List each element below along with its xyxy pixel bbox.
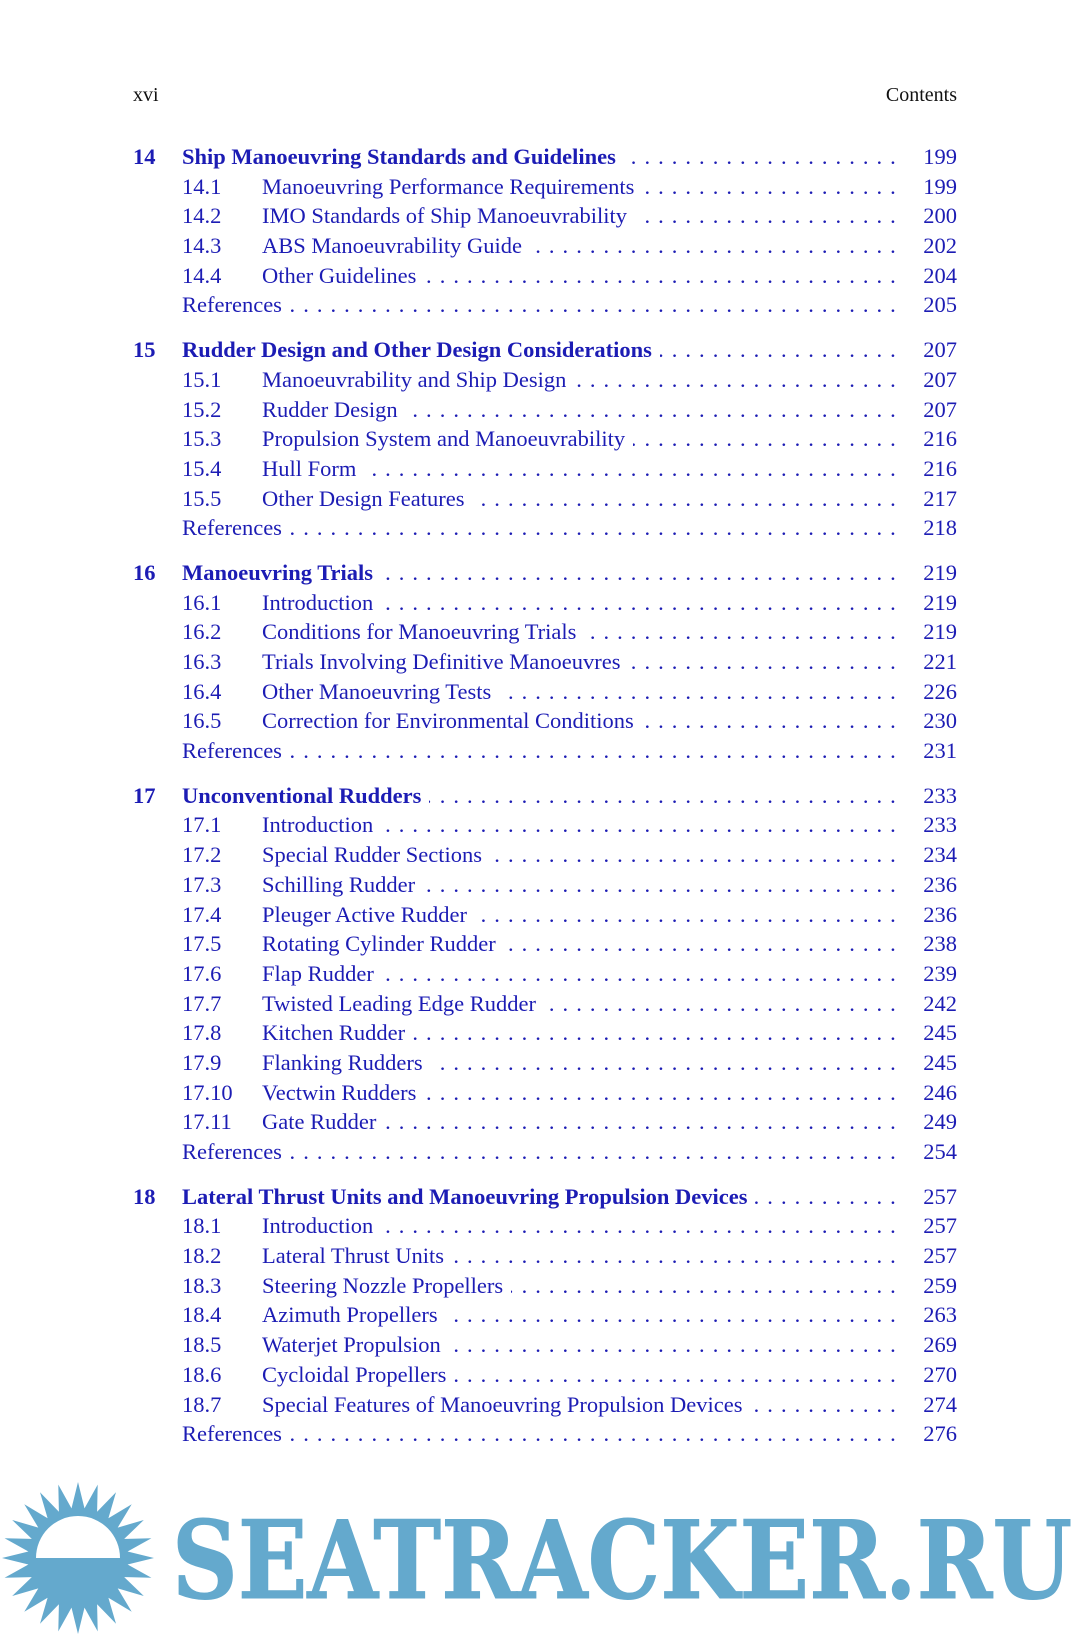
section-number: 17.3 bbox=[182, 871, 222, 897]
section-entry[interactable] bbox=[133, 870, 957, 900]
entry-title-with-leader bbox=[262, 172, 897, 202]
section-entry[interactable] bbox=[133, 172, 957, 202]
chapter-entry[interactable] bbox=[133, 558, 957, 588]
section-entry[interactable] bbox=[133, 588, 957, 618]
section-entry[interactable] bbox=[133, 647, 957, 677]
section-number: 15.4 bbox=[182, 455, 222, 481]
page-number[interactable]: 233 bbox=[923, 812, 957, 838]
chapter-number: 14 bbox=[133, 144, 156, 169]
dot-leader bbox=[381, 1211, 897, 1241]
section-number: 16.2 bbox=[182, 619, 222, 645]
section-title[interactable]: Other Guidelines bbox=[262, 261, 424, 291]
page-number-label: xvi bbox=[133, 84, 159, 106]
dot-leader bbox=[381, 558, 897, 588]
section-number: 14.4 bbox=[182, 262, 222, 288]
chapter-block bbox=[133, 558, 957, 766]
section-entry[interactable] bbox=[133, 810, 957, 840]
section-number: 16.4 bbox=[182, 678, 222, 704]
chapter-entry[interactable] bbox=[133, 335, 957, 365]
entry-title-with-leader bbox=[262, 1330, 897, 1360]
dot-leader bbox=[642, 172, 897, 202]
entry-title-with-leader bbox=[262, 365, 897, 395]
dot-leader bbox=[635, 201, 897, 231]
section-number: 15.2 bbox=[182, 396, 222, 422]
page-number[interactable]: 263 bbox=[923, 1302, 957, 1328]
section-entry[interactable] bbox=[133, 454, 957, 484]
chapter-entry[interactable] bbox=[133, 142, 957, 172]
entry-title-with-leader bbox=[182, 1182, 897, 1212]
page-number[interactable]: 259 bbox=[923, 1272, 957, 1298]
references-entry[interactable] bbox=[133, 290, 957, 320]
dot-leader bbox=[290, 290, 897, 320]
entry-title-with-leader bbox=[262, 1360, 897, 1390]
section-title[interactable]: Other Design Features bbox=[262, 484, 472, 514]
entry-title-with-leader bbox=[262, 395, 897, 425]
section-entry[interactable] bbox=[133, 1018, 957, 1048]
page-number[interactable]: 257 bbox=[923, 1213, 957, 1239]
section-title[interactable]: Special Rudder Sections bbox=[262, 840, 490, 870]
chapter-title[interactable]: Rudder Design and Other Design Considerations bbox=[182, 335, 660, 365]
section-number: 17.2 bbox=[182, 842, 222, 868]
dot-leader bbox=[642, 706, 897, 736]
sun-icon bbox=[2, 1482, 154, 1634]
section-entry[interactable] bbox=[133, 201, 957, 231]
dot-leader bbox=[755, 1182, 897, 1212]
page-number[interactable]: 242 bbox=[923, 990, 957, 1016]
chapter-entry[interactable] bbox=[133, 781, 957, 811]
references-entry[interactable] bbox=[133, 736, 957, 766]
references-entry[interactable] bbox=[133, 1419, 957, 1449]
dot-leader bbox=[423, 870, 897, 900]
entry-title-with-leader bbox=[262, 647, 897, 677]
entry-title-with-leader bbox=[262, 810, 897, 840]
page-number[interactable]: 233 bbox=[923, 782, 957, 808]
page-number[interactable]: 219 bbox=[923, 589, 957, 615]
page-number[interactable]: 236 bbox=[923, 901, 957, 927]
dot-leader bbox=[449, 1330, 897, 1360]
section-title[interactable]: Flap Rudder bbox=[262, 959, 382, 989]
section-title[interactable]: Lateral Thrust Units bbox=[262, 1241, 452, 1271]
references-title[interactable]: References bbox=[182, 1137, 290, 1167]
section-title[interactable]: Manoeuvrability and Ship Design bbox=[262, 365, 574, 395]
table-of-contents bbox=[133, 142, 957, 1464]
dot-leader bbox=[382, 959, 897, 989]
section-title[interactable]: Introduction bbox=[262, 1211, 381, 1241]
section-number: 18.3 bbox=[182, 1272, 222, 1298]
page-number[interactable]: 207 bbox=[923, 396, 957, 422]
references-title[interactable]: References bbox=[182, 736, 290, 766]
section-entry[interactable] bbox=[133, 989, 957, 1019]
dot-leader bbox=[290, 1419, 897, 1449]
page-number[interactable]: 200 bbox=[923, 203, 957, 229]
dot-leader bbox=[290, 736, 897, 766]
dot-leader bbox=[431, 1048, 897, 1078]
chapter-title[interactable]: Unconventional Rudders bbox=[182, 781, 429, 811]
page-number[interactable]: 207 bbox=[923, 366, 957, 392]
section-number: 17.5 bbox=[182, 931, 222, 957]
section-title[interactable]: Schilling Rudder bbox=[262, 870, 423, 900]
section-title[interactable]: Correction for Environmental Conditions bbox=[262, 706, 642, 736]
page-number[interactable]: 219 bbox=[923, 559, 957, 585]
dot-leader bbox=[454, 1360, 897, 1390]
section-title[interactable]: Vectwin Rudders bbox=[262, 1078, 424, 1108]
entry-title-with-leader bbox=[262, 1107, 897, 1137]
dot-leader bbox=[584, 617, 897, 647]
chapter-number: 16 bbox=[133, 559, 156, 585]
watermark bbox=[0, 1480, 1080, 1637]
chapter-block bbox=[133, 142, 957, 320]
entry-title-with-leader bbox=[262, 677, 897, 707]
page-number[interactable]: 239 bbox=[923, 960, 957, 986]
entry-title-with-leader bbox=[262, 1300, 897, 1330]
page-number[interactable]: 270 bbox=[923, 1361, 957, 1387]
page-number[interactable]: 207 bbox=[923, 337, 957, 363]
entry-title-with-leader bbox=[262, 231, 897, 261]
dot-leader bbox=[406, 395, 897, 425]
section-title[interactable]: Azimuth Propellers bbox=[262, 1300, 446, 1330]
section-title[interactable]: Introduction bbox=[262, 588, 381, 618]
chapter-number: 17 bbox=[133, 782, 156, 808]
dot-leader bbox=[424, 261, 897, 291]
section-entry[interactable] bbox=[133, 1107, 957, 1137]
section-title[interactable]: Twisted Leading Edge Rudder bbox=[262, 989, 544, 1019]
page-number[interactable]: 219 bbox=[923, 619, 957, 645]
section-title[interactable]: Steering Nozzle Propellers bbox=[262, 1271, 511, 1301]
section-entry[interactable] bbox=[133, 1241, 957, 1271]
chapter-title[interactable]: Manoeuvring Trials bbox=[182, 558, 381, 588]
section-title[interactable]: Flanking Rudders bbox=[262, 1048, 431, 1078]
entry-title-with-leader bbox=[262, 261, 897, 291]
entry-title-with-leader bbox=[182, 1137, 897, 1167]
section-entry[interactable] bbox=[133, 395, 957, 425]
running-head bbox=[133, 84, 957, 108]
chapter-number: 18 bbox=[133, 1183, 156, 1209]
section-entry[interactable] bbox=[133, 900, 957, 930]
dot-leader bbox=[413, 1018, 897, 1048]
dot-leader bbox=[429, 781, 897, 811]
chapter-block bbox=[133, 781, 957, 1167]
entry-title-with-leader bbox=[182, 781, 897, 811]
entry-title-with-leader bbox=[262, 201, 897, 231]
section-title[interactable]: Hull Form bbox=[262, 454, 364, 484]
dot-leader bbox=[751, 1390, 897, 1420]
section-entry[interactable] bbox=[133, 1330, 957, 1360]
page-number[interactable]: 226 bbox=[923, 678, 957, 704]
section-number: 18.5 bbox=[182, 1332, 222, 1358]
entry-title-with-leader bbox=[262, 617, 897, 647]
dot-leader bbox=[574, 365, 897, 395]
page-number[interactable]: 230 bbox=[923, 708, 957, 734]
dot-leader bbox=[472, 484, 897, 514]
page-number[interactable]: 245 bbox=[923, 1049, 957, 1075]
section-entry[interactable] bbox=[133, 484, 957, 514]
dot-leader bbox=[475, 900, 897, 930]
section-entry[interactable] bbox=[133, 617, 957, 647]
section-entry[interactable] bbox=[133, 1048, 957, 1078]
entry-title-with-leader bbox=[262, 1078, 897, 1108]
dot-leader bbox=[290, 1137, 897, 1167]
chapter-block bbox=[133, 1182, 957, 1449]
page-number[interactable]: 221 bbox=[923, 649, 957, 674]
entry-title-with-leader bbox=[262, 588, 897, 618]
dot-leader bbox=[624, 142, 897, 172]
dot-leader bbox=[452, 1241, 897, 1271]
section-number: 17.11 bbox=[182, 1109, 232, 1135]
entry-title-with-leader bbox=[262, 424, 897, 454]
section-entry[interactable] bbox=[133, 1078, 957, 1108]
dot-leader bbox=[660, 335, 897, 365]
page-number[interactable]: 276 bbox=[923, 1421, 957, 1447]
section-title[interactable]: Kitchen Rudder bbox=[262, 1018, 413, 1048]
references-entry[interactable] bbox=[133, 1137, 957, 1167]
dot-leader bbox=[381, 810, 897, 840]
section-title[interactable]: Gate Rudder bbox=[262, 1107, 384, 1137]
section-title[interactable]: Special Features of Manoeuvring Propulsion Devices bbox=[262, 1390, 751, 1420]
page-number[interactable]: 199 bbox=[923, 173, 957, 199]
section-title[interactable]: ABS Manoeuvrability Guide bbox=[262, 231, 530, 261]
dot-leader bbox=[629, 647, 898, 677]
section-entry[interactable] bbox=[133, 424, 957, 454]
section-title[interactable]: Conditions for Manoeuvring Trials bbox=[262, 617, 584, 647]
page-number[interactable]: 245 bbox=[923, 1020, 957, 1046]
entry-title-with-leader bbox=[262, 706, 897, 736]
entry-title-with-leader bbox=[262, 1018, 897, 1048]
entry-title-with-leader bbox=[182, 513, 897, 543]
page-number[interactable]: 205 bbox=[923, 292, 957, 318]
section-title[interactable]: Other Manoeuvring Tests bbox=[262, 677, 499, 707]
section-title[interactable]: Propulsion System and Manoeuvrability bbox=[262, 424, 633, 454]
section-title[interactable]: Rudder Design bbox=[262, 395, 406, 425]
references-title[interactable]: References bbox=[182, 1419, 290, 1449]
page-number[interactable]: 218 bbox=[923, 515, 957, 541]
section-entry[interactable] bbox=[133, 840, 957, 870]
entry-title-with-leader bbox=[182, 142, 897, 172]
entry-title-with-leader bbox=[182, 736, 897, 766]
dot-leader bbox=[499, 677, 897, 707]
entry-title-with-leader bbox=[262, 959, 897, 989]
page-number[interactable]: 246 bbox=[923, 1079, 957, 1105]
page-number[interactable]: 257 bbox=[923, 1243, 957, 1269]
section-title[interactable]: Rotating Cylinder Rudder bbox=[262, 929, 504, 959]
section-entry[interactable] bbox=[133, 1390, 957, 1420]
page-number[interactable]: 257 bbox=[923, 1183, 957, 1209]
entry-title-with-leader bbox=[182, 1419, 897, 1449]
page-number[interactable]: 216 bbox=[923, 455, 957, 481]
entry-title-with-leader bbox=[262, 1211, 897, 1241]
dot-leader bbox=[504, 929, 897, 959]
dot-leader bbox=[530, 231, 897, 261]
page-number[interactable]: 216 bbox=[923, 426, 957, 452]
section-title[interactable]: Pleuger Active Rudder bbox=[262, 900, 475, 930]
entry-title-with-leader bbox=[262, 870, 897, 900]
section-title[interactable]: Cycloidal Propellers bbox=[262, 1360, 454, 1390]
dot-leader bbox=[446, 1300, 897, 1330]
entry-title-with-leader bbox=[182, 335, 897, 365]
section-number: 18.1 bbox=[182, 1213, 222, 1239]
running-head-title: Contents bbox=[885, 84, 957, 106]
section-number: 17.6 bbox=[182, 960, 222, 986]
section-entry[interactable] bbox=[133, 706, 957, 736]
watermark-text: SEATRACKER.RU bbox=[172, 1498, 1072, 1624]
entry-title-with-leader bbox=[262, 1271, 897, 1301]
section-number: 15.1 bbox=[182, 366, 222, 392]
section-title[interactable]: Waterjet Propulsion bbox=[262, 1330, 449, 1360]
dot-leader bbox=[290, 513, 897, 543]
section-number: 14.1 bbox=[182, 173, 222, 199]
section-entry[interactable] bbox=[133, 365, 957, 395]
section-entry[interactable] bbox=[133, 1300, 957, 1330]
section-number: 14.3 bbox=[182, 233, 222, 259]
chapter-block bbox=[133, 335, 957, 543]
section-entry[interactable] bbox=[133, 959, 957, 989]
dot-leader bbox=[511, 1271, 897, 1301]
section-title[interactable]: Manoeuvring Performance Requirements bbox=[262, 172, 642, 202]
page-number[interactable]: 204 bbox=[923, 262, 957, 288]
chapter-title[interactable]: Lateral Thrust Units and Manoeuvring Propulsion Devices bbox=[182, 1182, 755, 1212]
section-number: 15.3 bbox=[182, 426, 222, 452]
page-number[interactable]: 254 bbox=[923, 1139, 957, 1164]
entry-title-with-leader bbox=[262, 1390, 897, 1420]
section-number: 17.10 bbox=[182, 1079, 233, 1105]
section-number: 14.2 bbox=[182, 203, 222, 229]
section-number: 15.5 bbox=[182, 485, 222, 511]
chapter-number: 15 bbox=[133, 337, 156, 363]
section-number: 17.9 bbox=[182, 1049, 222, 1075]
section-number: 18.6 bbox=[182, 1361, 222, 1387]
dot-leader bbox=[381, 588, 897, 618]
entry-title-with-leader bbox=[262, 929, 897, 959]
page-number[interactable]: 234 bbox=[923, 842, 957, 868]
section-number: 16.3 bbox=[182, 649, 222, 674]
dot-leader bbox=[424, 1078, 897, 1108]
references-title[interactable]: References bbox=[182, 513, 290, 543]
section-number: 17.8 bbox=[182, 1020, 222, 1046]
section-number: 18.2 bbox=[182, 1243, 222, 1269]
page-number[interactable]: 249 bbox=[923, 1109, 957, 1135]
section-entry[interactable] bbox=[133, 1360, 957, 1390]
entry-title-with-leader bbox=[262, 454, 897, 484]
section-number: 16.5 bbox=[182, 708, 222, 734]
entry-title-with-leader bbox=[182, 558, 897, 588]
section-number: 18.4 bbox=[182, 1302, 222, 1328]
section-number: 16.1 bbox=[182, 589, 222, 615]
page-number[interactable]: 236 bbox=[923, 871, 957, 897]
entry-title-with-leader bbox=[262, 484, 897, 514]
section-entry[interactable] bbox=[133, 1211, 957, 1241]
dot-leader bbox=[384, 1107, 897, 1137]
section-title[interactable]: Trials Involving Definitive Manoeuvres bbox=[262, 647, 629, 677]
references-title[interactable]: References bbox=[182, 290, 290, 320]
page-number[interactable]: 231 bbox=[923, 738, 957, 764]
page-number[interactable]: 274 bbox=[923, 1391, 957, 1417]
section-number: 17.4 bbox=[182, 901, 222, 927]
entry-title-with-leader bbox=[182, 290, 897, 320]
section-entry[interactable] bbox=[133, 261, 957, 291]
section-entry[interactable] bbox=[133, 1271, 957, 1301]
dot-leader bbox=[544, 989, 897, 1019]
chapter-entry[interactable] bbox=[133, 1182, 957, 1212]
page-number[interactable]: 217 bbox=[923, 485, 957, 511]
dot-leader bbox=[364, 454, 897, 484]
entry-title-with-leader bbox=[262, 900, 897, 930]
dot-leader bbox=[490, 840, 897, 870]
section-entry[interactable] bbox=[133, 677, 957, 707]
section-entry[interactable] bbox=[133, 929, 957, 959]
page-number[interactable]: 238 bbox=[923, 931, 957, 957]
section-title[interactable]: IMO Standards of Ship Manoeuvrability bbox=[262, 201, 635, 231]
entry-title-with-leader bbox=[262, 1241, 897, 1271]
chapter-title[interactable]: Ship Manoeuvring Standards and Guidelines bbox=[182, 142, 624, 172]
dot-leader bbox=[633, 424, 897, 454]
entry-title-with-leader bbox=[262, 840, 897, 870]
section-entry[interactable] bbox=[133, 231, 957, 261]
page-number[interactable]: 202 bbox=[923, 233, 957, 259]
references-entry[interactable] bbox=[133, 513, 957, 543]
page-number[interactable]: 269 bbox=[923, 1332, 957, 1358]
section-number: 17.7 bbox=[182, 990, 222, 1016]
page-number[interactable]: 199 bbox=[923, 144, 957, 169]
entry-title-with-leader bbox=[262, 1048, 897, 1078]
section-number: 18.7 bbox=[182, 1391, 222, 1417]
section-number: 17.1 bbox=[182, 812, 222, 838]
entry-title-with-leader bbox=[262, 989, 897, 1019]
section-title[interactable]: Introduction bbox=[262, 810, 381, 840]
